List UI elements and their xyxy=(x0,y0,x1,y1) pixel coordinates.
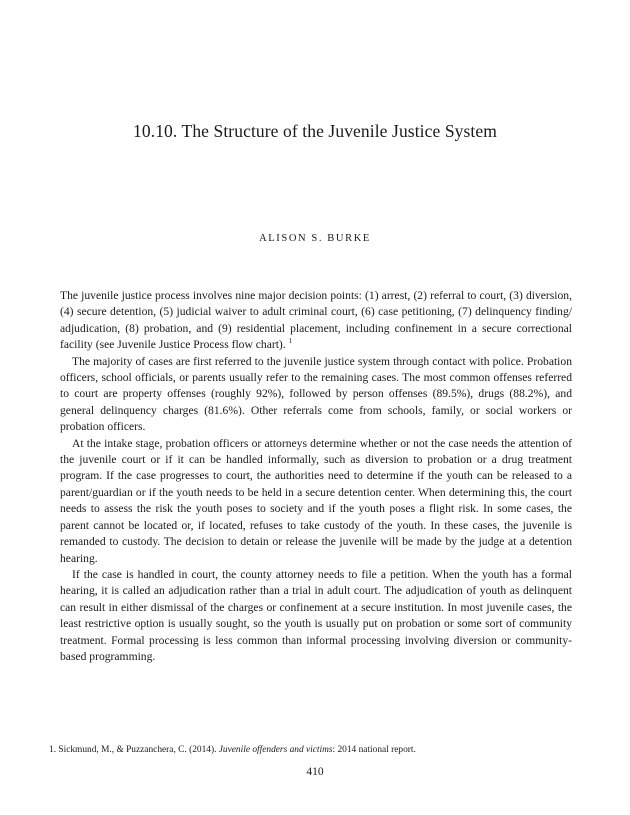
chapter-title: 10.10. The Structure of the Juvenile Justice System xyxy=(133,121,497,141)
paragraph-1 xyxy=(60,288,572,354)
footnote-work-title: Juvenile offenders and victims xyxy=(218,745,333,755)
paragraph-2: The majority of cases are first referred to the juvenile justice system through contact with police. Probation officers, school officials, or parents usually refer to the remaining cases. The most common offenses referred to court are property offenses (roughly 92%), followed by person offenses (89.5%), drugs (88.2%), and general delinquency charges (81.6%). Other referrals come from schools, family, or social workers or probation officers. xyxy=(60,354,572,434)
footnote-prefix: 1. Sickmund, M., & Puzzanchera, C. (2014). xyxy=(49,745,219,755)
paragraph-3: At the intake stage, probation officers or attorneys determine whether or not the case needs the attention of the juvenile court or if it can be handled informally, such as diversion to probation or a drug treatment program. If the case progresses to court, the authorities need to determine if the youth can be released to a parent/guardian or if the youth needs to be held in a secure detention center. When determining this, the court needs to assess the risk the youth poses to society and if the youth poses a flight risk. In some cases, the parent cannot be located or, if located, refuses to take custody of the youth. In these cases, the juvenile is remanded to custody. The decision to detain or release the juvenile will be made by the judge at a detention hearing. xyxy=(60,436,572,565)
paragraph-1-text: The juvenile justice process involves nine major decision points: (1) arrest, (2) referral to court, (3) diversion, (4) secure detention, (5) judicial waiver to adult criminal court, (6) case petitioning, (7) delinquency finding/ adjudication, (8) probation, and (9) residential placement, including confinement in a secure correctional facility (see Juvenile Justice Process flow chart). xyxy=(60,289,572,352)
body-text xyxy=(60,288,572,665)
footnote-reference[interactable]: 1 xyxy=(288,337,293,346)
footnote xyxy=(49,744,589,756)
page-number: 410 xyxy=(306,766,324,778)
footnote-suffix: : 2014 national report. xyxy=(332,745,416,755)
author-byline: ALISON S. BURKE xyxy=(259,233,371,244)
paragraph-4: If the case is handled in court, the county attorney needs to file a petition. When the youth has a formal hearing, it is called an adjudication rather than a trial in adult court. The adjudication of youth as delinquent can result in either dismissal of the charges or confinement at a secure institution. In most juvenile cases, the least restrictive option is usually sought, so the youth is usually put on probation or some sort of community treatment. Formal processing is less common than informal processing involving diversion or community-based programming. xyxy=(60,567,572,663)
